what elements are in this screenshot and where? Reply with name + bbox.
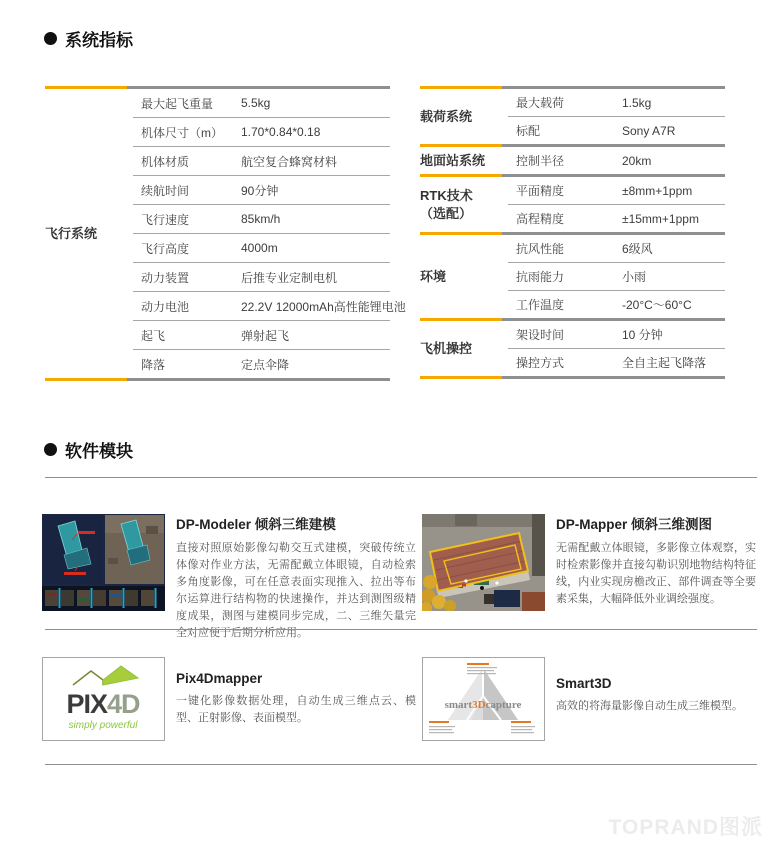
- table-row: 平面精度 ±8mm+1ppm: [516, 183, 693, 198]
- svg-text:PIX4D: PIX4D: [66, 689, 140, 719]
- section-title-text: 系统指标: [65, 31, 133, 50]
- group-label: 载荷系统: [420, 108, 473, 124]
- group-label: 地面站系统: [420, 152, 486, 168]
- table-row: 最大载荷 1.5kg: [516, 95, 652, 110]
- module-title: Pix4Dmapper: [176, 671, 263, 686]
- table-row: 机体尺寸（m） 1.70*0.84*0.18: [133, 117, 390, 146]
- section-title-software-modules: [44, 437, 133, 462]
- table-row: 标配 Sony A7R: [508, 116, 725, 144]
- pix4d-logo: [42, 657, 165, 741]
- group-label: 环境: [420, 268, 447, 284]
- table-row: 控制半径 20km: [516, 153, 652, 168]
- divider-line: [45, 629, 757, 630]
- table-group-rtk: [420, 177, 725, 232]
- table-group-payload: [420, 89, 725, 144]
- table-row: 动力装置 后推专业定制电机: [133, 262, 390, 291]
- module-title: DP-Modeler 倾斜三维建模: [176, 517, 336, 532]
- table-row: 续航时间 90分钟: [133, 175, 390, 204]
- subsystem-spec-table: [420, 86, 725, 379]
- module-description: 无需配戴立体眼镜，多影像立体观察，实时检索影像并直接勾勒识别地物结构特征线，内业实现房檐改正、部件调查等全要素采集，大幅降低外业调绘强度。: [556, 542, 756, 606]
- dp-modeler-screenshot-image: [42, 514, 165, 611]
- module-title: Smart3D: [556, 676, 612, 691]
- toprand-watermark: TOPRAND图派: [608, 816, 763, 839]
- table-rule-bottom: [45, 378, 390, 381]
- section-title-text: 软件模块: [65, 442, 133, 461]
- module-description: 高效的将海量影像自动生成三维模型。: [556, 700, 743, 712]
- table-row: 机体材质 航空复合蜂窝材料: [133, 146, 390, 175]
- module-smart3d: [556, 676, 756, 715]
- table-row: 降落 定点伞降: [133, 349, 390, 378]
- bullet-icon: [44, 32, 57, 45]
- divider-line: [45, 477, 757, 478]
- bullet-icon: [44, 443, 57, 456]
- table-row: 飞行速度 85km/h: [133, 204, 390, 233]
- module-dp-modeler: [176, 513, 416, 642]
- section-title-system-specs: [44, 26, 133, 51]
- table-row: 飞行高度 4000m: [133, 233, 390, 262]
- table-group-environment: [420, 235, 725, 318]
- svg-text:simply powerful: simply powerful: [68, 720, 138, 731]
- group-label: RTK技术 （选配）: [420, 187, 473, 221]
- svg-text:smart3Dcapture: smart3Dcapture: [444, 699, 522, 711]
- table-row: 操控方式 全自主起飞降落: [508, 348, 725, 376]
- table-row: 抗风性能 6级风: [516, 242, 653, 256]
- table-row: 起飞 弹射起飞: [133, 320, 390, 349]
- module-description: 一键化影像数据处理，自动生成三维点云、模型、正射影像、表面模型。: [176, 695, 416, 725]
- module-dp-mapper: [556, 513, 756, 608]
- flight-system-table: [45, 86, 406, 381]
- module-description: 直接对照原始影像勾勒交互式建模，突破传统立体像对作业方法，无需配戴立体眼镜，自动检索多角度影像，可在任意表面实现推入、拉出等布尔运算进行结构物的快速操作，并达到测图级精度成果，测图与建模同步完成，二、三维矢量完全对应便于后期分析应用。: [176, 542, 416, 640]
- group-label: 飞行系统: [45, 225, 98, 241]
- table-group-aircraft-control: [420, 321, 725, 376]
- divider-line: [45, 764, 757, 765]
- table-row: 抗雨能力 小雨: [508, 262, 725, 290]
- table-group-ground-station: [420, 147, 725, 174]
- table-rule: [420, 376, 725, 379]
- table-row: 高程精度 ±15mm+1ppm: [508, 204, 725, 232]
- table-row: 架设时间 10 分钟: [516, 328, 663, 342]
- dp-mapper-aerial-image: [422, 514, 545, 611]
- table-group-flight: [45, 89, 406, 378]
- module-title: DP-Mapper 倾斜三维测图: [556, 517, 713, 532]
- module-pix4dmapper: [176, 671, 416, 727]
- table-row: 动力电池 22.2V 12000mAh高性能锂电池: [133, 291, 390, 320]
- table-row: 最大起飞重量 5.5kg: [141, 96, 271, 111]
- group-label: 飞机操控: [420, 340, 473, 356]
- table-row: 工作温度 -20°C～60°C: [508, 290, 725, 318]
- smart3d-logo: [422, 657, 545, 741]
